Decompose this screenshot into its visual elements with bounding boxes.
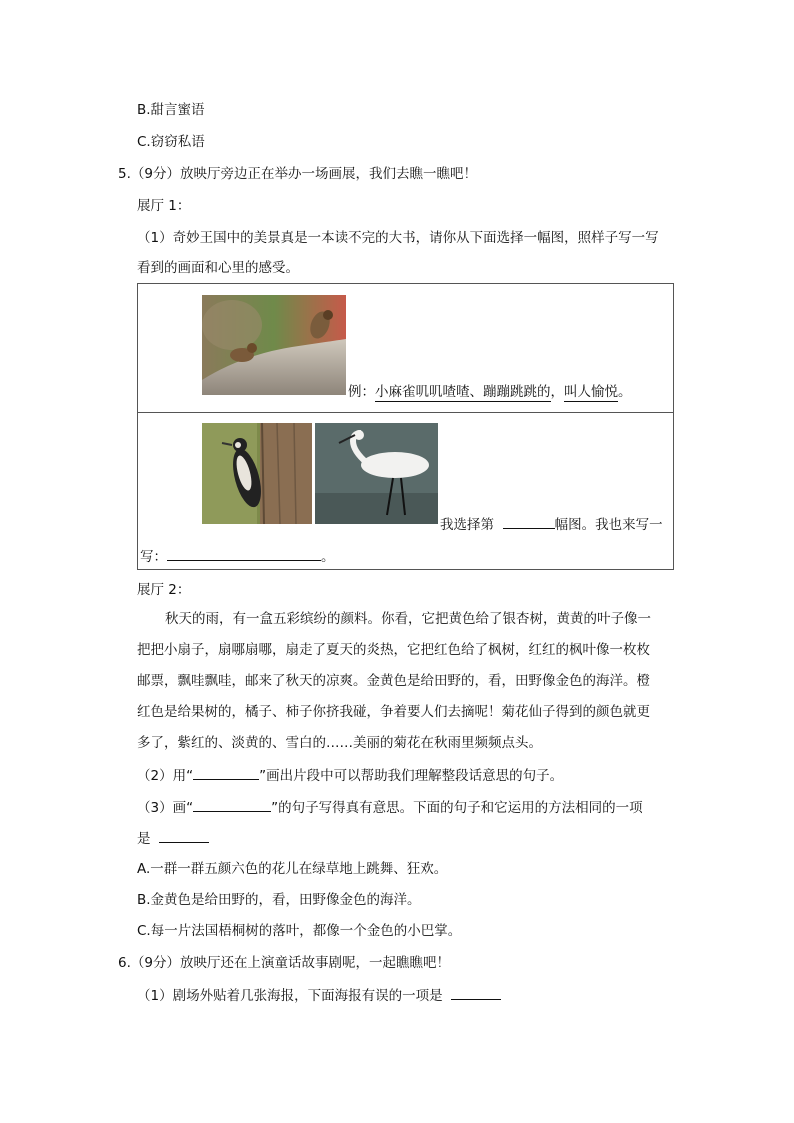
example-underline-2: 叫人愉悦	[564, 384, 618, 400]
paragraph-line-3: 邮票，飘哇飘哇，邮来了秋天的凉爽。金黄色是给田野的，看，田野像金色的海洋。橙	[137, 673, 650, 689]
paragraph-line-2: 把把小扇子，扇哪扇哪，扇走了夏天的炎热，它把红色给了枫树，红红的枫叶像一枚枚	[137, 642, 650, 658]
woodpecker-photo-icon	[202, 423, 312, 524]
picture-number-blank[interactable]	[503, 514, 555, 529]
q6-sub1-text: （1）剧场外贴着几张海报，下面海报有误的一项是	[137, 988, 443, 1004]
q5-sub3-b: ”的句子写得真有意思。下面的句子和它运用的方法相同的一项	[271, 800, 643, 816]
question-6-header: 6.（9分）放映厅还在上演童话故事剧呢，一起瞧瞧吧！	[118, 955, 450, 971]
choose-text-a: 我选择第	[440, 517, 494, 533]
hall-1-label: 展厅 1：	[137, 198, 191, 214]
woodpecker-photo	[202, 423, 312, 524]
q5-sub1-line2: 看到的画面和心里的感受。	[137, 260, 299, 276]
sparrow-photo	[202, 295, 346, 395]
write-prefix: 写：	[140, 549, 167, 565]
q5-option-b: B.金黄色是给田野的，看，田野像金色的海洋。	[137, 892, 421, 908]
q5-sub2-a: （2）用“	[137, 768, 194, 784]
example-prefix: 例：	[348, 384, 375, 400]
q5-sub2-b: ”画出片段中可以帮助我们理解整段话意思的句子。	[259, 768, 564, 784]
choose-line	[440, 514, 663, 535]
egret-photo-icon	[315, 423, 438, 524]
egret-photo	[315, 423, 438, 524]
paragraph-line-1: 秋天的雨，有一盒五彩缤纷的颜料。你看，它把黄色给了银杏树，黄黄的叶子像一	[165, 611, 651, 627]
sparrow-photo-icon	[202, 295, 346, 395]
paragraph-line-5: 多了，紫红的、淡黄的、雪白的……美丽的菊花在秋雨里频频点头。	[137, 735, 542, 751]
q5-sub3-line2-text: 是	[137, 831, 151, 847]
q5-sub3-answer-blank[interactable]	[159, 828, 209, 843]
example-line	[348, 382, 632, 402]
question-5-header: 5.（9分）放映厅旁边正在举办一场画展，我们去瞧一瞧吧！	[118, 166, 477, 182]
table-divider	[138, 412, 673, 413]
q6-sub1	[137, 985, 501, 1006]
q5-sub3-a: （3）画“	[137, 800, 194, 816]
write-end: 。	[321, 549, 335, 565]
q6-sub1-answer-blank[interactable]	[451, 985, 501, 1000]
choose-text-b: 幅图。我也来写一	[554, 517, 663, 533]
paragraph-line-4: 红色是给果树的，橘子、柿子你挤我碰，争着要人们去摘呢！菊花仙子得到的颜色就更	[137, 704, 650, 720]
option-b: B.甜言蜜语	[137, 102, 205, 118]
hall-2-label: 展厅 2：	[137, 582, 191, 598]
q5-sub2	[137, 765, 563, 786]
q5-sub3-line2	[137, 828, 209, 849]
example-sep: ，	[550, 384, 564, 400]
write-answer-blank[interactable]	[167, 546, 321, 561]
q5-option-c: C.每一片法国梧桐树的落叶，都像一个金色的小巴掌。	[137, 923, 462, 939]
example-end: 。	[618, 384, 632, 400]
q5-sub3-line-sample	[193, 797, 271, 812]
q5-sub3	[137, 797, 643, 818]
q5-sub1-line1: （1）奇妙王国中的美景真是一本读不完的大书，请你从下面选择一幅图，照样子写一写	[137, 230, 659, 246]
write-line	[140, 546, 335, 567]
example-underline-1: 小麻雀叽叽喳喳、蹦蹦跳跳的	[375, 384, 551, 400]
q5-option-a: A.一群一群五颜六色的花儿在绿草地上跳舞、狂欢。	[137, 861, 448, 877]
option-c: C.窃窃私语	[137, 134, 205, 150]
q5-sub2-line-sample	[193, 765, 259, 780]
